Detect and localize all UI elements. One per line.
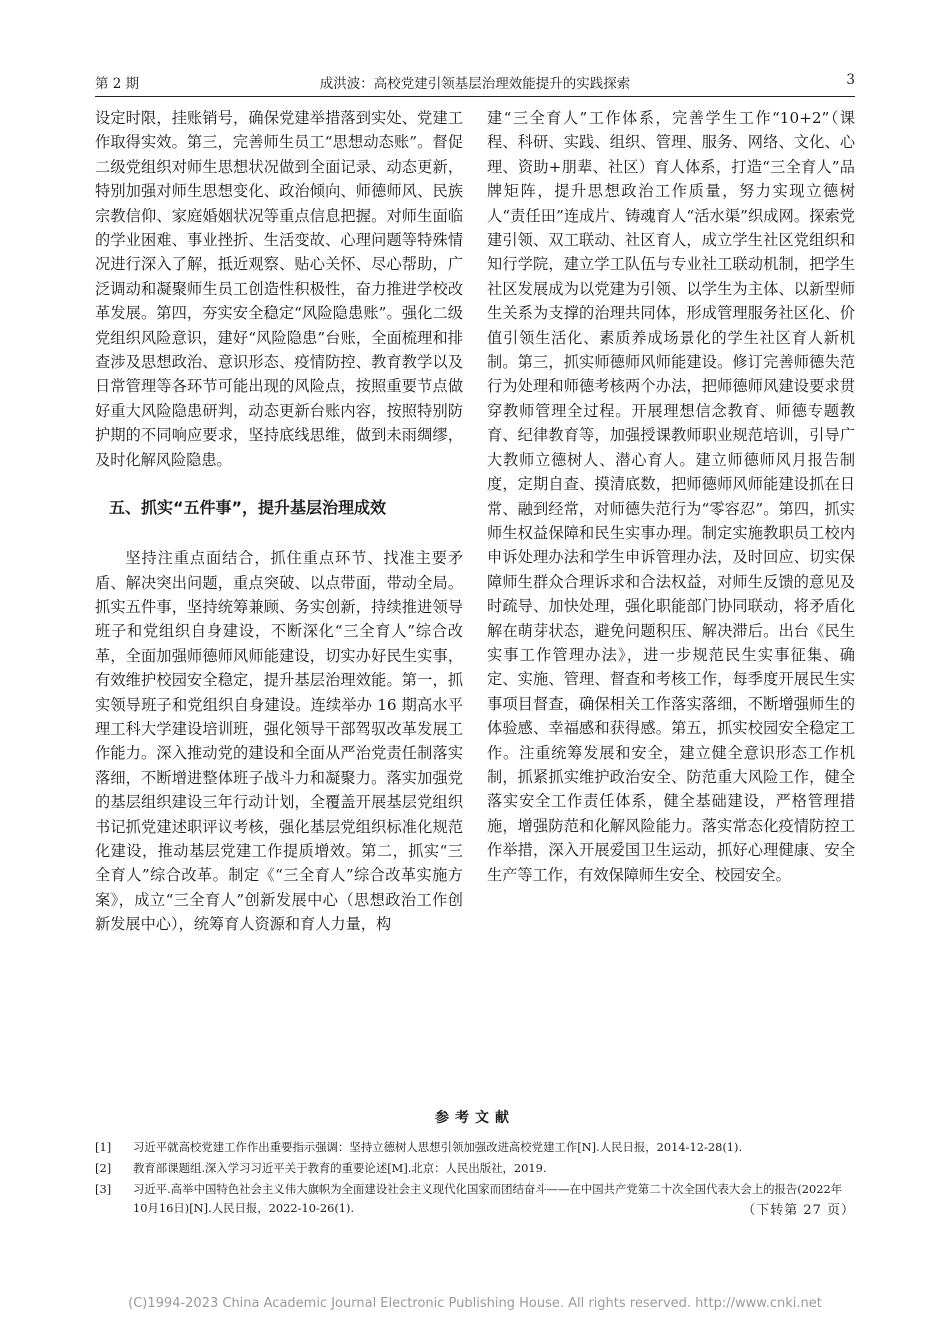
issue-number: 第 2 期 <box>95 76 140 92</box>
continued-paragraph: 设定时限，挂账销号，确保党建举措落到实处、党建工作取得实效。第三，完善师生员工“思想动态账”。督促二级党组织对师生思想状况做到全面记录、动态更新，特别加强对师生思想变化、政治倾向、师德师风、民族宗教信仰、家庭婚姻状况等重点信息把握。对师生面临的学业困难、事业挫折、生活变故、心理问题等特殊情况进行深入了解，抵近观察、贴心关怀、尽心帮助，广泛调动和凝聚师生员工创造性积极性，奋力推进学校改革发展。第四，夯实安全稳定“风险隐患账”。强化二级党组织风险意识，建好“风险隐患”台账，全面梳理和排查涉及思想政治、意识形态、疫情防控、教育教学以及日常管理等各环节可能出现的风险点，按照重要节点做好重大风险隐患研判，动态更新台账内容，按照特别防护期的不同响应要求，坚持底线思维，做到未雨绸缪，及时化解风险隐患。 <box>95 109 463 469</box>
reference-number: [1] <box>95 1140 112 1154</box>
reference-number: [2] <box>95 1161 112 1175</box>
page-number: 3 <box>846 72 855 88</box>
running-header <box>95 72 855 94</box>
references-list <box>95 1138 855 1220</box>
reference-item <box>95 1180 855 1218</box>
reference-number: [3] <box>95 1182 112 1196</box>
section-paragraph: 坚持注重点面结合，抓住重点环节、找准主要矛盾、解决突出问题，重点突破、以点带面，带动全局。抓实五件事，坚持统筹兼顾、务实创新，持续推进领导班子和党组织自身建设，不断深化“三全育人”综合改革，全面加强师德师风师能建设，切实办好民生实事，有效维护校园安全稳定，提升基层治理效能。第一，抓实领导班子和党组织自身建设。连续举办 16 期高水平理工科大学建设培训班，强化领导干部驾驭改革发展工作能力。深入推动党的建设和全面从严治党责任制落实落细，不断增进整体班子战斗力和凝聚力。落实加强党的基层组织建设三年行动计划，全覆盖开展基层党组织书记抓党建述职评议考核，强化基层党组织标准化规范化建设，推动基层党建工作提质增效。第二，抓实“三全育人”综合改革。制定《“三全育人”综合改革实施方案》，成立“三全育人”创新发展中心（思想政治工作创新发展中心），统筹育人资源和育人力量，构 <box>95 549 463 934</box>
reference-text: 习近平就高校党建工作作出重要指示强调：坚持立德树人思想引领加强改进高校党建工作[N].人民日报，2014-12-28(1). <box>133 1140 743 1154</box>
right-column-paragraph: 建“三全育人”工作体系，完善学生工作“10+2”（课程、科研、实践、组织、管理、服务、网络、文化、心理、资助+朋辈、社区）育人体系，打造“三全育人”品牌矩阵，提升思想政治工作质量，努力实现立德树人“责任田”连成片、铸魂育人“活水渠”织成网。探索党建引领、双工联动、社区育人，成立学生社区党组织和知行学院，建立学工队伍与专业社工联动机制，把学生社区发展成为以党建为引领、以学生为主体、以新型师生关系为支撑的治理共同体，形成管理服务社区化、价值引领生活化、素质养成场景化的学生社区育人新机制。第三，抓实师德师风师能建设。修订完善师德失范行为处理和师德考核两个办法，把师德师风建设要求贯穿教师管理全过程。开展理想信念教育、师德专题教育、纪律教育等，加强授课教师职业规范培训，引导广大教师立德树人、潜心育人。建立师德师风月报告制度，定期自查、摸清底数，把师德师风师能建设抓在日常、融到经常，对师德失范行为“零容忍”。第四，抓实师生权益保障和民生实事办理。制定实施教职员工校内申诉处理办法和学生申诉管理办法，及时回应、切实保障师生群众合理诉求和合法权益，对师生反馈的意见及时疏导、加快处理，强化职能部门协同联动，将矛盾化解在萌芽状态，避免问题积压、解决滞后。出台《民生实事工作管理办法》，进一步规范民生实事征集、确定、实施、管理、督查和考核工作，每季度开展民生实事项目督查，确保相关工作落实落细，不断增强师生的体验感、幸福感和获得感。第五，抓实校园安全稳定工作。注重统筹发展和安全，建立健全意识形态工作机制，抓紧抓实维护政治安全、防范重大风险工作，健全落实安全工作责任体系，健全基础建设，严格管理措施，增强防范和化解风险能力。落实常态化疫情防控工作举措，深入开展爱国卫生运动，抓好心理健康、安全生产等工作，有效保障师生安全、校园安全。 <box>487 109 855 884</box>
section-heading: 五、抓实“五件事”，提升基层治理成效 <box>109 498 387 518</box>
reference-item <box>95 1138 855 1157</box>
header-divider <box>95 96 855 97</box>
reference-item <box>95 1159 855 1178</box>
reference-text: 习近平.高举中国特色社会主义伟大旗帜为全面建设社会主义现代化国家而团结奋斗——在中国共产党第二十次全国代表大会上的报告(2022年10月16日)[N].人民日报，2022-10-26(1). <box>133 1182 843 1215</box>
copyright-footer: (C)1994-2023 China Academic Journal Electronic Publishing House. All rights reserved. http://www.cnki.net <box>128 1296 822 1311</box>
left-column <box>95 106 463 937</box>
right-column <box>487 106 855 887</box>
references-title: 参考文献 <box>435 1110 515 1126</box>
reference-text: 教育部课题组.深入学习习近平关于教育的重要论述[M].北京：人民出版社，2019. <box>133 1161 547 1175</box>
continued-note: （下转第 27 页） <box>742 1203 855 1218</box>
running-title: 成洪波：高校党建引领基层治理效能提升的实践探索 <box>319 76 631 92</box>
